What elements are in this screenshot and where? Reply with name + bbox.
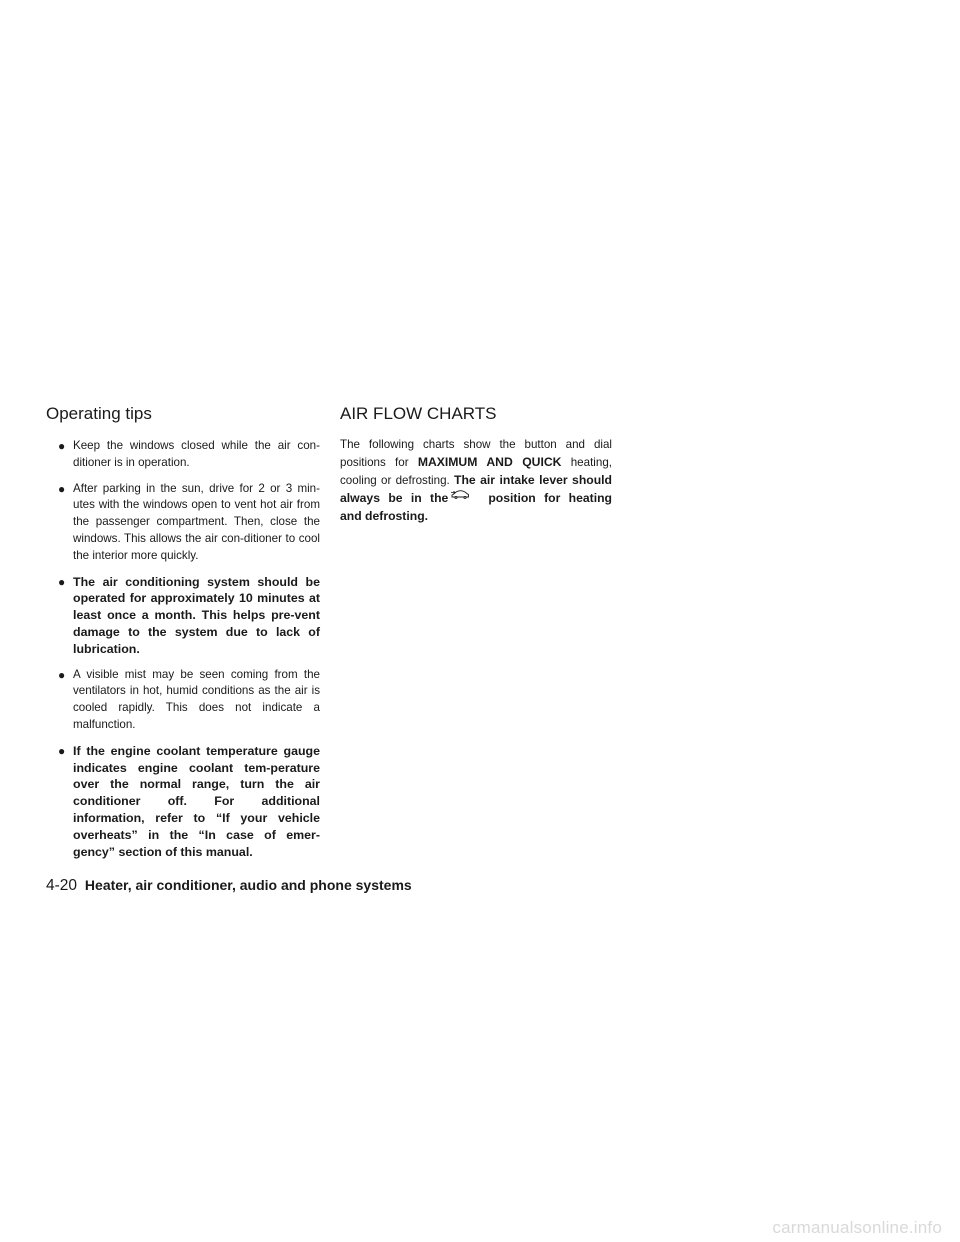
bullet-icon: ●	[58, 743, 66, 758]
bullet-icon: ●	[58, 574, 66, 589]
tip-item	[46, 438, 320, 472]
tip-item	[46, 481, 320, 565]
page-number: 4-20	[46, 877, 78, 894]
tip-item-bold	[46, 574, 320, 658]
para-bold-text: MAXIMUM AND QUICK	[417, 454, 562, 469]
tip-text: If the engine coolant temperature gauge indicates engine coolant tem-perature over the normal range, turn the air conditioner off. For additional information, refer to “If your vehicle overheats” in the “In case of emer-gency” section of this manual.	[73, 743, 320, 859]
air-flow-intro-paragraph	[340, 437, 612, 526]
chapter-title: Heater, air conditioner, audio and phone systems	[84, 877, 412, 893]
watermark: carmanualsonline.info	[772, 1218, 942, 1237]
air-flow-charts-heading: AIR FLOW CHARTS	[340, 404, 497, 423]
left-column	[46, 404, 320, 869]
tip-text: The air conditioning system should be operated for approximately 10 minutes at least once a month. This helps pre-vent damage to the system due to lack of lubrication.	[73, 574, 320, 656]
para-text: heating, cooling or defrosting.	[340, 455, 612, 487]
para-text: The following charts show the button and dial positions for	[340, 438, 612, 469]
tip-text: A visible mist may be seen coming from the ventilators in hot, humid conditions as the air is cooled rapidly. This does not indicate a malfunction.	[73, 667, 320, 731]
tip-text: After parking in the sun, drive for 2 or 3 min-utes with the windows open to vent hot air from the passenger compartment. Then, close the windows. This allows the air con-ditioner to cool the interior more quickly.	[73, 481, 320, 562]
tip-text: Keep the windows closed while the air con-ditioner is in operation.	[73, 439, 320, 469]
right-column	[340, 404, 612, 526]
operating-tips-heading: Operating tips	[46, 404, 152, 423]
bullet-icon: ●	[58, 439, 66, 453]
operating-tips-list	[46, 438, 320, 860]
bullet-icon: ●	[58, 481, 66, 496]
bullet-icon: ●	[58, 667, 66, 682]
tip-item	[46, 667, 320, 734]
outside-air-intake-icon	[450, 489, 470, 501]
para-bold-text: position for heating and defrosting.	[340, 491, 612, 524]
page-footer	[46, 876, 412, 895]
tip-item-bold	[46, 743, 320, 861]
para-bold-text: The air intake lever should always be in the	[340, 472, 613, 506]
